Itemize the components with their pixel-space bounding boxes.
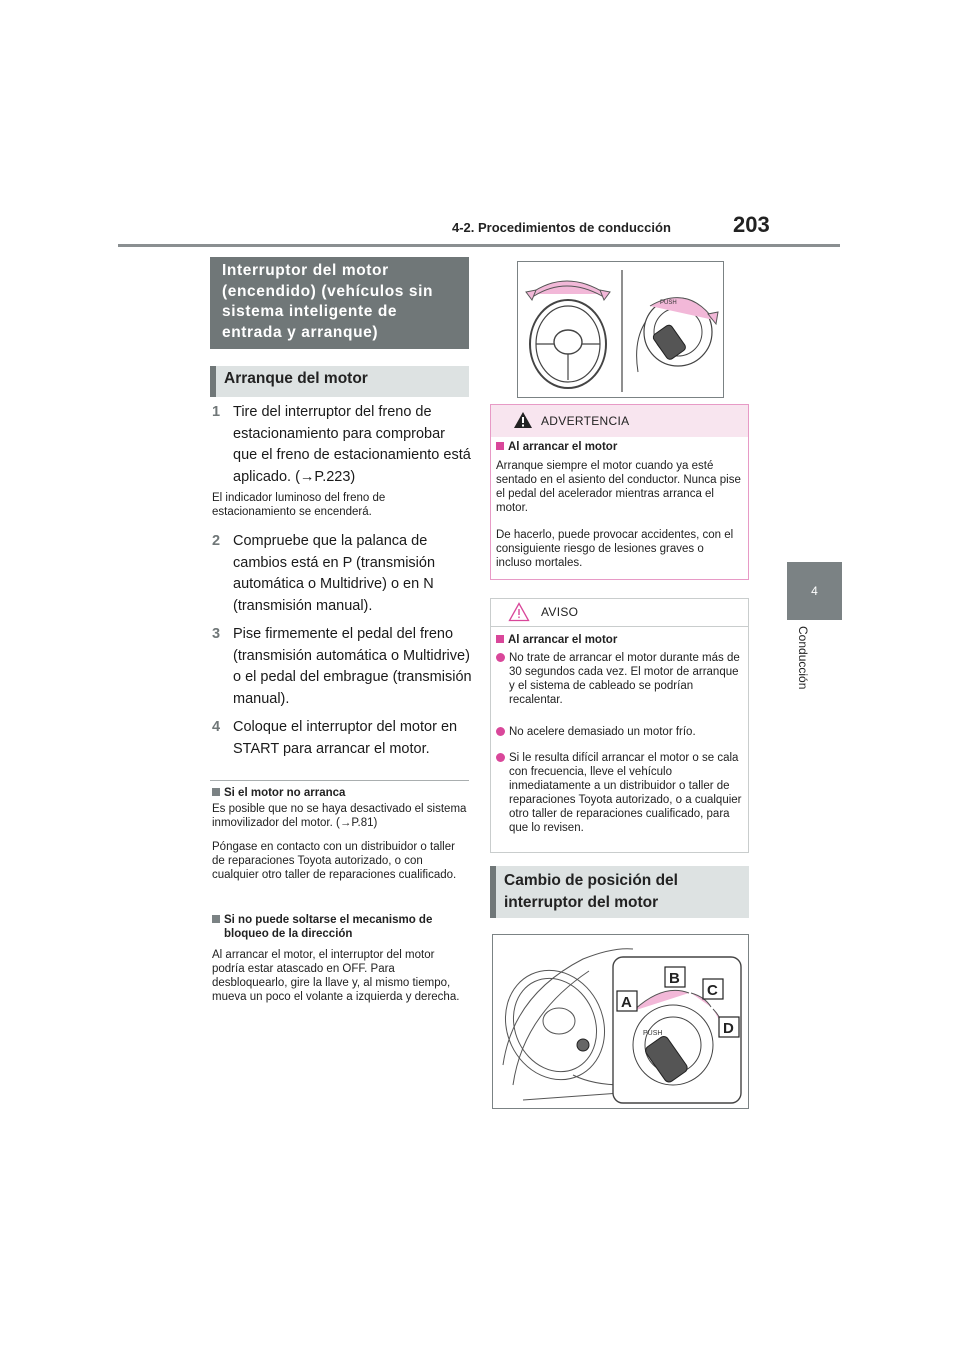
chapter-label-text: Conducción bbox=[796, 626, 810, 690]
key-cylinder-icon bbox=[637, 298, 718, 372]
section-title: 4-2. Procedimientos de conducción bbox=[452, 220, 671, 235]
square-bullet-icon bbox=[212, 915, 220, 923]
figure-steering-key bbox=[517, 261, 724, 398]
warning-paragraph: De hacerlo, puede provocar accidentes, con el consiguiente riesgo de lesiones graves o incluso mortales. bbox=[496, 529, 734, 569]
warning-heading: Al arrancar el motor bbox=[496, 440, 744, 454]
label-d: D bbox=[723, 1020, 734, 1037]
push-label: PUSH bbox=[643, 1030, 663, 1037]
step-text: Tire del interruptor del freno de estacionamiento para comprobar que el freno de estacionamiento está aplicado. (→P.223) bbox=[233, 404, 471, 485]
warning-header bbox=[491, 405, 748, 437]
notice-bullet: No trate de arrancar el motor durante más de 30 segundos cada vez. El motor de arranque y el sistema de cableado se podrían recalentar. bbox=[496, 651, 744, 707]
subsection-heading: Arranque del motor bbox=[210, 366, 469, 397]
step-text: Compruebe que la palanca de cambios está en P (transmisión automática o Multidrive) o en N (transmisión manual). bbox=[233, 533, 436, 614]
notice-title: AVISO bbox=[541, 605, 579, 619]
step-text: Pise firmemente el pedal del freno (transmisión automática o Multidrive) o el pedal del embrague (transmisión manual). bbox=[233, 626, 472, 707]
chapter-tab: 4 bbox=[787, 562, 842, 620]
info-paragraph: Es posible que no se haya desactivado el sistema inmovilizador del motor. (→P.81) bbox=[212, 803, 467, 829]
step-number: 4 bbox=[212, 719, 221, 735]
info-heading: Si no puede soltarse el mecanismo de bloqueo de la dirección bbox=[212, 913, 470, 941]
step-number: 2 bbox=[212, 533, 221, 549]
chapter-label bbox=[796, 626, 816, 706]
square-bullet-icon bbox=[496, 635, 504, 643]
notice-bullet: Si le resulta difícil arrancar el motor o se cala con frecuencia, lleve el vehículo inmediatamente a un distribuidor o taller de reparaciones Toyota autorizado, o a cualquier otro taller de reparaciones cualificado, para que lo revisen. bbox=[496, 751, 744, 835]
warning-paragraph: Arranque siempre el motor cuando ya esté sentado en el asiento del conductor. Nunca pise el pedal del acelerador mientras arranca el motor. bbox=[496, 460, 741, 514]
section-heading: Interruptor del motor (encendido) (vehículos sin sistema inteligente de entrada y arranque) bbox=[210, 257, 469, 349]
step-2 bbox=[212, 531, 472, 617]
step-note: El indicador luminoso del freno de estacionamiento se encenderá. bbox=[212, 492, 386, 518]
bullet-dot-icon bbox=[496, 727, 505, 736]
step-number: 3 bbox=[212, 626, 221, 642]
figure-switch-positions bbox=[492, 934, 749, 1109]
square-bullet-icon bbox=[496, 442, 504, 450]
warning-triangle-icon bbox=[513, 411, 533, 429]
info-paragraph: Póngase en contacto con un distribuidor o taller de reparaciones Toyota autorizado, o con cualquier otro taller de reparaciones cualificado. bbox=[212, 841, 457, 881]
step-4 bbox=[212, 717, 472, 760]
label-a: A bbox=[621, 994, 632, 1011]
square-bullet-icon bbox=[212, 788, 220, 796]
key-slot-icon bbox=[577, 1039, 589, 1051]
info-paragraph: Al arrancar el motor, el interruptor del motor podría estar atascado en OFF. Para desbloquearlo, gire la llave y, al mismo tiempo, mueva un poco el volante a izquierda y derecha. bbox=[212, 949, 460, 1003]
notice-heading: Al arrancar el motor bbox=[496, 633, 744, 647]
push-label: PUSH bbox=[660, 300, 677, 306]
step-number: 1 bbox=[212, 404, 221, 420]
page-number: 203 bbox=[733, 212, 770, 237]
steering-wheel-icon bbox=[526, 281, 610, 388]
step-1 bbox=[212, 402, 472, 488]
bullet-dot-icon bbox=[496, 753, 505, 762]
step-3 bbox=[212, 624, 472, 710]
notice-bullet: No acelere demasiado un motor frío. bbox=[496, 725, 744, 739]
label-b: B bbox=[669, 970, 680, 987]
switch-positions-illustration bbox=[493, 935, 748, 1108]
divider bbox=[210, 780, 469, 781]
caution-triangle-icon bbox=[508, 602, 530, 622]
bullet-dot-icon bbox=[496, 653, 505, 662]
label-c: C bbox=[707, 982, 718, 999]
notice-header-rule bbox=[490, 626, 749, 627]
subsection-heading-2: Cambio de posición del interruptor del motor bbox=[490, 866, 749, 918]
step-text: Coloque el interruptor del motor en START para arrancar el motor. bbox=[233, 719, 458, 757]
header-rule bbox=[118, 244, 840, 247]
warning-title: ADVERTENCIA bbox=[541, 414, 630, 428]
info-heading: Si el motor no arranca bbox=[212, 786, 470, 800]
steering-key-illustration bbox=[518, 262, 723, 397]
